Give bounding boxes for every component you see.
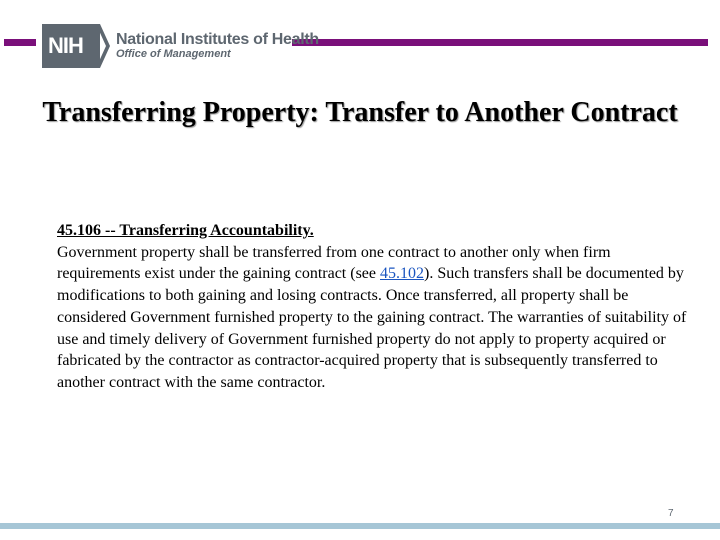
- paragraph-text-start: Government property shall be transferred from one contract to another only when firm requirements exist under the gaining contract (see: [57, 243, 611, 283]
- logo-text: [116, 32, 319, 60]
- page-number: 7: [668, 508, 674, 519]
- footer-bar: [0, 523, 720, 529]
- logo-office-name: Office of Management: [116, 47, 231, 60]
- nih-logo-badge: [42, 24, 100, 68]
- nih-logo-badge-text: NIH: [48, 33, 83, 58]
- slide-body: [57, 220, 687, 394]
- far-45-102-link[interactable]: 45.102: [380, 265, 424, 283]
- header-accent-bar-right: [292, 39, 708, 46]
- logo-chevron-icon: [96, 24, 110, 68]
- header-accent-bar-left: [4, 39, 36, 46]
- logo-org-name: National Institutes of Health: [116, 30, 319, 48]
- slide-title: Transferring Property: Transfer to Another Contract: [42, 97, 678, 128]
- paragraph-text-end: ). Such transfers shall be documented by modifications to both gaining and losing contracts. Once transferred, all property shall be considered Government furnished property to the gaining contract. The warranties of suitability of use and timely delivery of Government furnished property do not apply to property acquired or fabricated by the contractor as contractor-acquired property that is subsequently transferred to another contract with the same contractor.: [57, 265, 687, 391]
- section-heading: 45.106 -- Transferring Accountability.: [57, 222, 314, 239]
- section-paragraph: [57, 242, 687, 394]
- nih-logo: [42, 24, 319, 68]
